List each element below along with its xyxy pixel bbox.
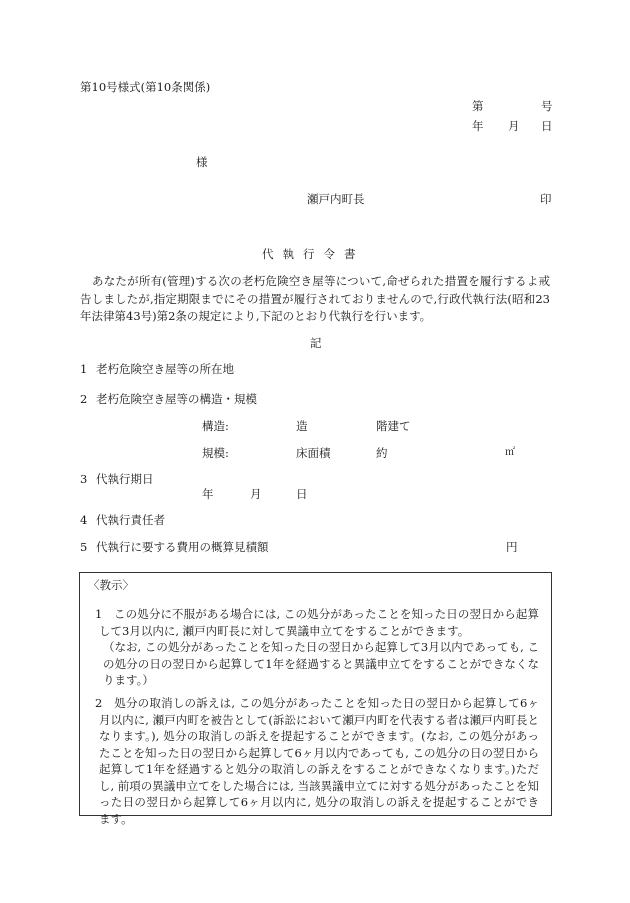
item-4-label: 代執行責任者: [96, 513, 165, 527]
number-prefix: 第: [472, 99, 484, 113]
item-5-label: 代執行に要する費用の概算見積額: [96, 540, 269, 554]
scale-label: 規模:: [202, 446, 229, 460]
notice-paragraph-2: 2 処分の取消しの訴えは, この処分があったことを知った日の翌日から起算して6ヶ月以内に, 瀬戸内町を被告として(訴訟において瀬戸内町を代表する者は瀬戸内町長となります。), 処分の取消しの訴えを提起することができます。(なお, この処分があったことを知った日の翌日から起算して6ヶ月以内であっても, この処分の日の翌日から起算して1年を経過すると処分の取消しの訴えをすることができなくなります。)ただし, 前項の異議申立てをした場合には, 当該異議申立てに対する処分があったことを知った日の翌日から起算して6ヶ月以内に, 処分の取消しの訴えを提起することができます。: [95, 696, 540, 826]
item-5-number: 5: [80, 540, 88, 554]
seal-mark: 印: [540, 192, 552, 206]
item-2-number: 2: [80, 392, 88, 406]
date-year: 年: [472, 119, 484, 133]
structure-zou: 造: [296, 419, 308, 433]
unit-m2: ㎡: [505, 447, 515, 458]
structure-kaidate: 階建て: [376, 419, 411, 433]
number-suffix: 号: [541, 99, 553, 113]
exec-date-year: 年: [202, 487, 214, 501]
approx-label: 約: [376, 446, 388, 460]
structure-label: 構造:: [202, 419, 229, 433]
date-month: 月: [508, 119, 520, 133]
ki-label: 記: [310, 336, 322, 350]
item-3-number: 3: [80, 472, 88, 486]
date-day: 日: [541, 119, 553, 133]
yen-unit: 円: [506, 540, 518, 554]
addressee-suffix: 様: [196, 155, 208, 169]
item-1-number: 1: [80, 362, 88, 376]
exec-date-day: 日: [296, 487, 308, 501]
notice-heading: 〈教示〉: [88, 578, 134, 592]
item-3-label: 代執行期日: [96, 472, 154, 486]
item-2-label: 老朽危険空き屋等の構造・規模: [96, 392, 257, 406]
item-1-label: 老朽危険空き屋等の所在地: [96, 362, 234, 376]
document-title: 代執行令書: [262, 247, 365, 261]
item-4-number: 4: [80, 513, 88, 527]
exec-date-month: 月: [250, 487, 262, 501]
notice-paragraph-1-note: （なお, この処分があったことを知った日の翌日から起算して3月以内であっても, この処分の日の翌日から起算して1年を経過すると異議申立てをすることができなくなります。）: [103, 640, 539, 687]
intro-paragraph: あなたが所有(管理)する次の老朽危険空き屋等について,命ぜられた措置を履行するよ戒告しましたが,指定期限までにその措置が履行されておりませんので,行政代執行法(昭和23年法律第43号)第2条の規定により,下記のとおり代執行を行います。: [80, 274, 550, 323]
floor-area-label: 床面積: [296, 446, 331, 460]
form-label: 第10号様式(第10条関係): [80, 80, 211, 94]
issuer-name: 瀬戸内町長: [307, 192, 365, 206]
notice-paragraph-1: 1 この処分に不服がある場合には, この処分があったことを知った日の翌日から起算して3月以内に, 瀬戸内町長に対して異議申立てをすることができます。: [95, 607, 539, 638]
